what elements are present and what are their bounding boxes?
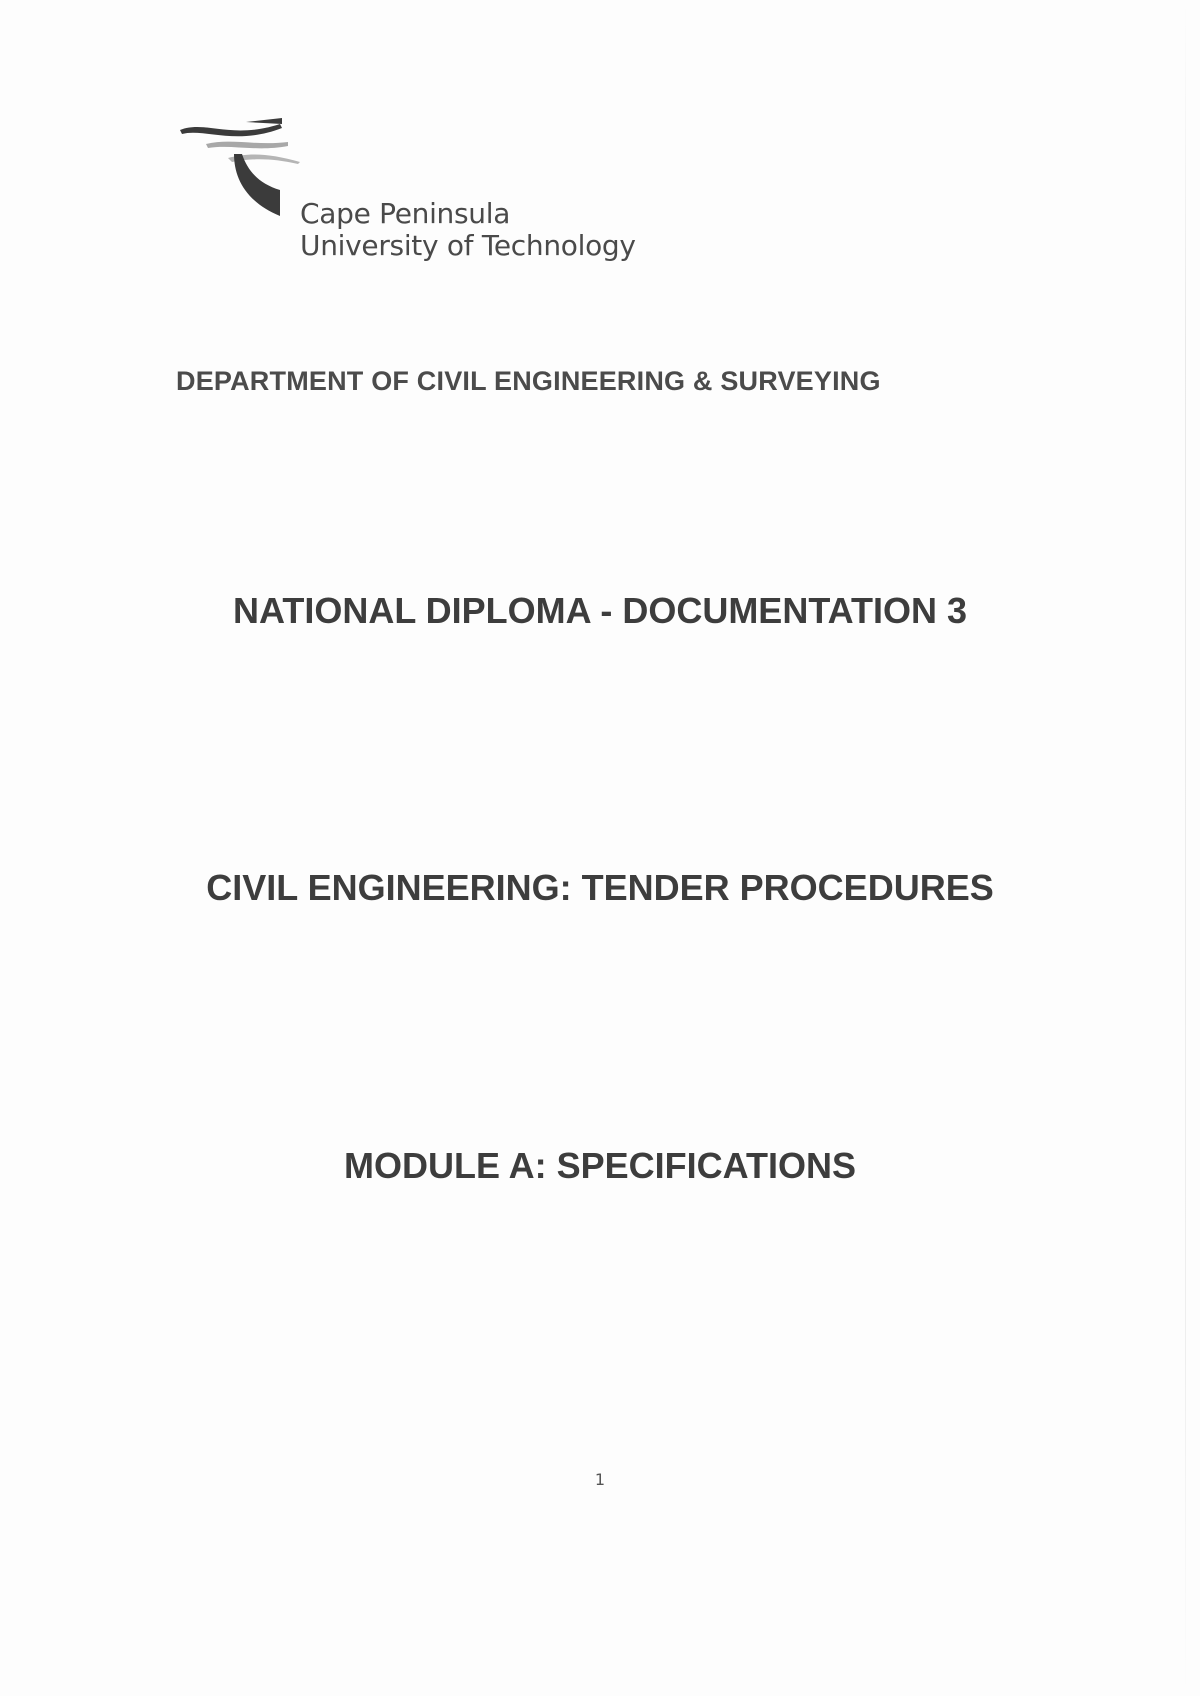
page-number: 1 [594,1470,606,1489]
subject-title: CIVIL ENGINEERING: TENDER PROCEDURES [206,867,994,908]
cput-wave-logo-icon [176,118,306,228]
module-title: MODULE A: SPECIFICATIONS [344,1145,856,1186]
diploma-title: NATIONAL DIPLOMA - DOCUMENTATION 3 [233,590,967,631]
page-edge-shadow [1185,0,1186,1696]
university-name-line2: University of Technology [300,229,636,262]
university-name [300,198,636,262]
university-name-line1: Cape Peninsula [300,197,511,230]
university-logo [176,118,676,268]
department-heading: DEPARTMENT OF CIVIL ENGINEERING & SURVEYING [176,366,881,396]
